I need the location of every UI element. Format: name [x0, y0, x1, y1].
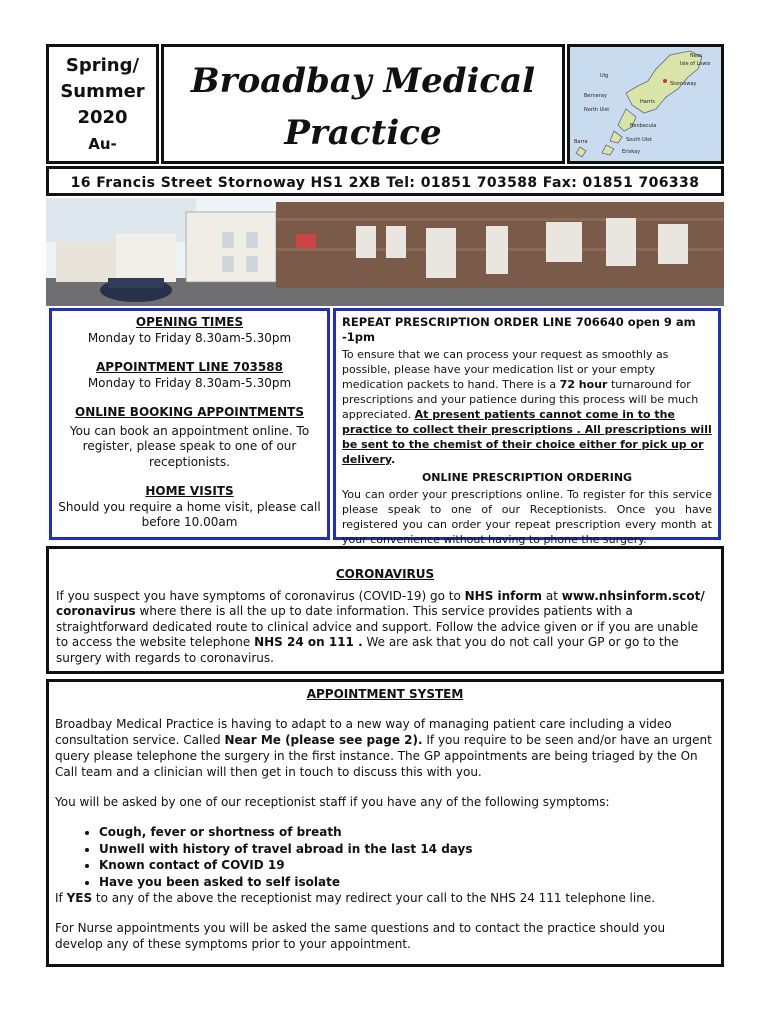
- nhs-inform-label: NHS inform: [464, 588, 543, 603]
- prescription-text-start: To ensure that we can process your request as smoothly as possible, please have your medication list or your empty medication packets to hand. There is a: [342, 348, 669, 391]
- opening-times-heading: OPENING TIMES: [135, 315, 244, 329]
- coronavirus-text-1: If you suspect you have symptoms of coronavirus (COVID-19) go to: [56, 588, 465, 603]
- season-line-3: 2020: [77, 107, 128, 128]
- appointment-paragraph-3: [55, 890, 715, 906]
- opening-info-panel: [49, 308, 330, 540]
- appointment-line-text: Monday to Friday 8.30am-5.30pm: [87, 375, 292, 390]
- home-visits-heading: HOME VISITS: [145, 484, 234, 498]
- practice-title: [161, 44, 565, 164]
- coronavirus-text: [56, 589, 714, 667]
- map-label-benbecula: Benbecula: [630, 123, 657, 129]
- map-label-stornoway: Stornoway: [670, 81, 697, 87]
- symptoms-list: [55, 824, 715, 890]
- symptom-item: • Have you been asked to self isolate: [99, 874, 715, 891]
- symptom-item: • Cough, fever or shortness of breath: [99, 824, 715, 841]
- collection-notice: At present patients cannot come in to the practice to collect their prescriptions . All prescriptions will be sent to the chemist of their choice either for pick up or delivery: [342, 408, 712, 466]
- title-line-2: Practice: [284, 113, 442, 153]
- season-line-4: Au-: [88, 135, 117, 153]
- address-bar: 16 Francis Street Stornoway HS1 2XB Tel: 01851 703588 Fax: 01851 706338: [46, 166, 724, 196]
- map-label-south-uist: South Uist: [626, 137, 652, 143]
- season-box: [46, 44, 159, 164]
- title-line-1: Broadbay Medical: [190, 61, 536, 101]
- nhs-inform-link[interactable]: www.nhsinform.scot/ coronavirus: [56, 588, 705, 618]
- map-label-ness: Ness: [690, 53, 703, 59]
- coronavirus-text-4: We are ask that you do not call your GP or go to the surgery with regards to coronavirus.: [56, 635, 679, 665]
- prescription-panel: [333, 308, 721, 546]
- appointment-line-heading: APPOINTMENT LINE 703588: [96, 360, 283, 374]
- season-line-2: Summer: [60, 81, 145, 102]
- nhs24-number: NHS 24 on 111 .: [254, 635, 363, 649]
- prescription-line-heading: REPEAT PRESCRIPTION ORDER LINE 706640 open 9 am -1pm: [342, 315, 696, 344]
- western-isles-map: [567, 44, 724, 164]
- map-label-lewis: Isle of Lewis: [680, 61, 711, 67]
- appointment-system-heading: APPOINTMENT SYSTEM: [306, 687, 464, 701]
- map-label-eriskay: Eriskay: [622, 149, 641, 155]
- appointment-paragraph-2: You will be asked by one of our receptionist staff if you have any of the following symptoms:: [55, 795, 610, 809]
- appointment-p3-text-c: to any of the above the receptionist may redirect your call to the NHS 24 111 telephone line.: [92, 891, 656, 905]
- coronavirus-text-3: where there is all the up to date information. This service provides patients with a straightforward dedicated route to clinical advice and support. Follow the advice given or if you are unable to access the website telephone: [56, 604, 699, 649]
- map-label-barra: Barra: [574, 139, 588, 145]
- prescription-text-mid: turnaround for prescriptions and your patience during this process will be much appreciated.: [342, 378, 699, 421]
- prescription-text-end: .: [391, 453, 396, 466]
- online-prescription-text: You can order your prescriptions online. To register for this service please speak to one of our Receptionists. Once you have registered you can order your repeat prescription every month at your convenience without having to phone the surgery.: [342, 488, 712, 546]
- coronavirus-text-2: at: [542, 588, 562, 603]
- prescription-paragraph: [342, 347, 712, 467]
- symptom-item: • Unwell with history of travel abroad in the last 14 days: [99, 841, 715, 858]
- season-line-1: Spring/: [65, 55, 140, 76]
- street-photo-illustration: [46, 198, 724, 306]
- appointment-p3-text-a: If: [55, 891, 67, 905]
- map-label-uig: Uig: [600, 73, 609, 79]
- map-illustration: [570, 47, 721, 161]
- turnaround-hours: 72 hour: [559, 378, 608, 391]
- appointment-system-section: [46, 679, 724, 967]
- appointment-paragraph-1: [55, 716, 715, 780]
- map-label-north-uist: North Uist: [584, 107, 610, 113]
- coronavirus-heading: CORONAVIRUS: [335, 567, 435, 581]
- appointment-p1-text-c: If you require to be seen and/or have an urgent query please telephone the surgery in the first instance. The GP appointments are being triaged by the On Call team and a clinician will then get in touch to discuss this with you.: [55, 733, 712, 779]
- map-label-berneray: Berneray: [584, 93, 607, 99]
- practice-building-photo: [46, 198, 724, 306]
- near-me-reference: Near Me (please see page 2).: [224, 733, 423, 747]
- coronavirus-section: [46, 546, 724, 674]
- appointment-p1-text-a: Broadbay Medical Practice is having to adapt to a new way of managing patient care including a video consultation service. Called: [55, 717, 672, 747]
- opening-times-text: Monday to Friday 8.30am-5.30pm: [87, 330, 292, 345]
- online-prescription-heading: ONLINE PRESCRIPTION ORDERING: [421, 471, 633, 484]
- map-label-harris: Harris: [640, 99, 655, 105]
- online-booking-heading: ONLINE BOOKING APPOINTMENTS: [75, 405, 304, 419]
- yes-emphasis: YES: [66, 891, 93, 905]
- online-booking-text: You can book an appointment online. To register, please speak to one of our receptionists.: [69, 423, 310, 469]
- symptom-item: • Known contact of COVID 19: [99, 857, 715, 874]
- appointment-paragraph-4: For Nurse appointments you will be asked the same questions and to contact the practice should you develop any of these symptoms prior to your appointment.: [55, 921, 666, 951]
- home-visits-text: Should you require a home visit, please call before 10.00am: [58, 499, 321, 529]
